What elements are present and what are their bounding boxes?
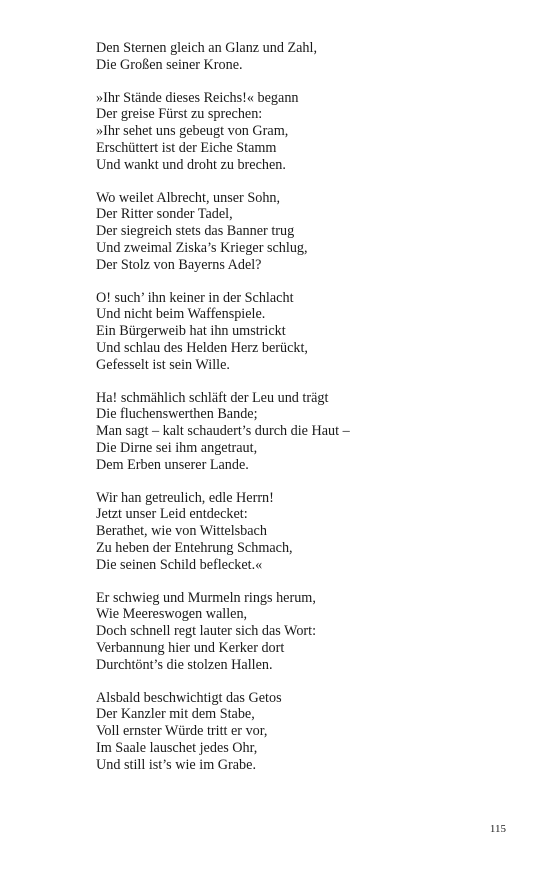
verse-line: Der siegreich stets das Banner trug: [96, 223, 295, 240]
verse-line: Und zweimal Ziska’s Krieger schlug,: [96, 239, 308, 256]
verse-line: Die fluchenswerthen Bande;: [96, 406, 258, 423]
verse-line: Der Stolz von Bayerns Adel?: [96, 256, 262, 273]
verse-line: Und nicht beim Waffenspiele.: [96, 306, 266, 323]
verse-line: Alsbald beschwichtigt das Getos: [96, 689, 282, 706]
verse-line: Doch schnell regt lauter sich das Wort:: [96, 623, 317, 640]
verse-line: Wie Meereswogen wallen,: [96, 606, 248, 623]
verse-line: Der Kanzler mit dem Stabe,: [96, 706, 255, 723]
verse-line: Die Dirne sei ihm angetraut,: [96, 439, 258, 456]
stanza: [96, 690, 496, 774]
verse-line: Voll ernster Würde tritt er vor,: [96, 723, 268, 740]
verse-line: Verbannung hier und Kerker dort: [96, 639, 285, 656]
verse-line: Er schwieg und Murmeln rings herum,: [96, 589, 316, 606]
verse-line: Dem Erben unserer Lande.: [96, 456, 249, 473]
verse-line: Wir han getreulich, edle Herrn!: [96, 489, 274, 506]
verse-line: Gefesselt ist sein Wille.: [96, 356, 230, 373]
verse-line: Erschüttert ist der Eiche Stamm: [96, 139, 277, 156]
stanza: [96, 40, 496, 74]
verse-line: Und wankt und droht zu brechen.: [96, 156, 286, 173]
verse-line: O! such’ ihn keiner in der Schlacht: [96, 289, 294, 306]
verse-line: Wo weilet Albrecht, unser Sohn,: [96, 189, 281, 206]
verse-line: Durchtönt’s die stolzen Hallen.: [96, 656, 273, 673]
verse-line: Ein Bürgerweib hat ihn umstrickt: [96, 323, 286, 340]
verse-line: Die seinen Schild beflecket.«: [96, 556, 263, 573]
stanza: [96, 290, 496, 374]
page-number: 115: [489, 823, 506, 835]
stanza: [96, 90, 496, 174]
stanza: [96, 490, 496, 574]
verse-line: »Ihr sehet uns gebeugt von Gram,: [96, 123, 289, 140]
verse-line: Man sagt – kalt schaudert’s durch die Haut –: [96, 423, 350, 440]
verse-line: Und still ist’s wie im Grabe.: [96, 756, 256, 773]
verse-line: Jetzt unser Leid entdecket:: [96, 506, 248, 523]
poem-text: [96, 40, 496, 789]
stanza: [96, 390, 496, 474]
verse-line: Im Saale lauschet jedes Ohr,: [96, 739, 258, 756]
verse-line: Zu heben der Entehrung Schmach,: [96, 539, 293, 556]
verse-line: Ha! schmählich schläft der Leu und trägt: [96, 389, 329, 406]
stanza: [96, 190, 496, 274]
verse-line: »Ihr Stände dieses Reichs!« begann: [96, 89, 299, 106]
verse-line: Und schlau des Helden Herz berückt,: [96, 339, 308, 356]
verse-line: Der greise Fürst zu sprechen:: [96, 106, 263, 123]
verse-line: Der Ritter sonder Tadel,: [96, 206, 233, 223]
verse-line: Berathet, wie von Wittelsbach: [96, 523, 267, 540]
stanza: [96, 590, 496, 674]
verse-line: Den Sternen gleich an Glanz und Zahl,: [96, 40, 318, 56]
verse-line: Die Großen seiner Krone.: [96, 56, 243, 73]
